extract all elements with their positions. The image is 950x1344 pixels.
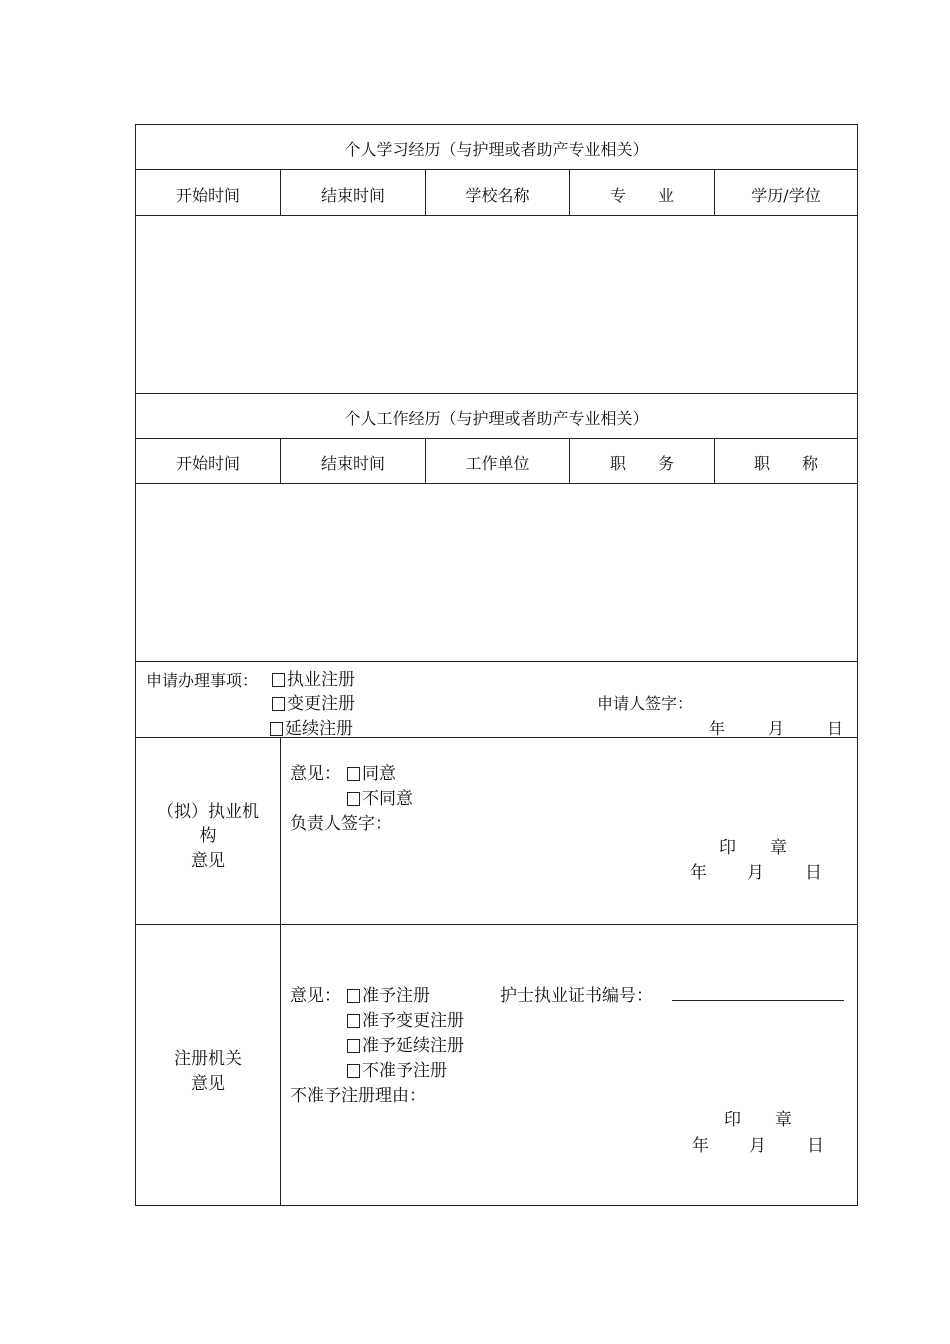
study-title: 个人学习经历（与护理或者助产专业相关） (344, 140, 649, 159)
study-header-degree: 学历/学位 (751, 186, 821, 205)
registry-opinion-label: 意见： (290, 986, 341, 1006)
institution-label-line3: 意见 (191, 851, 225, 871)
checkbox-icon[interactable] (347, 1064, 360, 1078)
registry-option-label: 准予注册 (362, 986, 430, 1006)
institution-option-label: 同意 (362, 764, 396, 784)
institution-option-label: 不同意 (362, 789, 413, 809)
rule (136, 737, 857, 738)
institution-seal: 印 章 (719, 838, 787, 858)
application-date-year: 年 (709, 719, 726, 738)
study-header-start: 开始时间 (175, 186, 240, 205)
checkbox-icon[interactable] (347, 767, 360, 781)
institution-signer-label: 负责人签字： (290, 814, 392, 834)
rule (136, 924, 857, 925)
checkbox-icon[interactable] (347, 792, 360, 806)
work-title: 个人工作经历（与护理或者助产专业相关） (344, 409, 649, 428)
registry-date-month: 月 (749, 1136, 766, 1156)
application-option-label: 延续注册 (285, 719, 353, 739)
rule (136, 393, 857, 394)
application-label: 申请办理事项： (146, 671, 259, 690)
institution-option-disagree[interactable] (347, 784, 413, 809)
checkbox-icon[interactable] (347, 1014, 360, 1028)
institution-date-day: 日 (805, 863, 822, 883)
institution-label-line1: （拟）执业机 (157, 802, 259, 822)
work-entry-area[interactable] (136, 484, 857, 661)
institution-date-month: 月 (747, 863, 764, 883)
institution-option-agree[interactable] (347, 759, 396, 784)
work-header-title: 职 称 (753, 454, 818, 473)
study-entry-area[interactable] (136, 216, 857, 393)
checkbox-icon[interactable] (272, 673, 285, 687)
application-option-practice[interactable] (272, 665, 355, 690)
work-header-position: 职 务 (609, 454, 674, 473)
work-header-start: 开始时间 (175, 454, 240, 473)
institution-opinion-label: 意见： (290, 764, 341, 784)
application-option-renew[interactable] (270, 714, 353, 739)
registry-option-approve[interactable] (347, 981, 430, 1006)
rule (136, 661, 857, 662)
checkbox-icon[interactable] (347, 1039, 360, 1053)
rule (136, 438, 857, 439)
registry-seal: 印 章 (724, 1110, 792, 1130)
application-date-month: 月 (768, 719, 785, 738)
application-option-label: 执业注册 (287, 670, 355, 690)
rule (280, 737, 281, 1205)
work-header-employer: 工作单位 (465, 454, 530, 473)
applicant-signature-label: 申请人签字： (597, 694, 694, 713)
registration-form (135, 124, 858, 1206)
institution-label-line2: 构 (199, 826, 217, 846)
registry-date-year: 年 (692, 1136, 709, 1156)
registry-label-line2: 意见 (191, 1074, 225, 1094)
application-option-label: 变更注册 (287, 694, 355, 714)
registry-option-approve-renew[interactable] (347, 1031, 464, 1056)
rule (136, 169, 857, 170)
study-header-end: 结束时间 (320, 186, 385, 205)
registry-option-deny[interactable] (347, 1056, 447, 1081)
work-header-end: 结束时间 (320, 454, 385, 473)
registry-option-label: 准予延续注册 (362, 1036, 464, 1056)
registry-option-label: 准予变更注册 (362, 1011, 464, 1031)
registry-date-day: 日 (807, 1136, 824, 1156)
certificate-number-field[interactable] (672, 1000, 844, 1001)
study-header-school: 学校名称 (465, 186, 530, 205)
institution-date-year: 年 (690, 863, 707, 883)
application-option-change[interactable] (272, 689, 355, 714)
registry-label-line1: 注册机关 (174, 1049, 242, 1069)
checkbox-icon[interactable] (270, 722, 283, 736)
study-header-major: 专 业 (609, 186, 674, 205)
application-date-day: 日 (827, 719, 844, 738)
registry-option-approve-change[interactable] (347, 1006, 464, 1031)
checkbox-icon[interactable] (272, 697, 285, 711)
registry-option-label: 不准予注册 (362, 1061, 447, 1081)
certificate-number-label: 护士执业证书编号： (500, 986, 653, 1006)
checkbox-icon[interactable] (347, 989, 360, 1003)
registry-deny-reason-label: 不准予注册理由： (290, 1086, 426, 1106)
